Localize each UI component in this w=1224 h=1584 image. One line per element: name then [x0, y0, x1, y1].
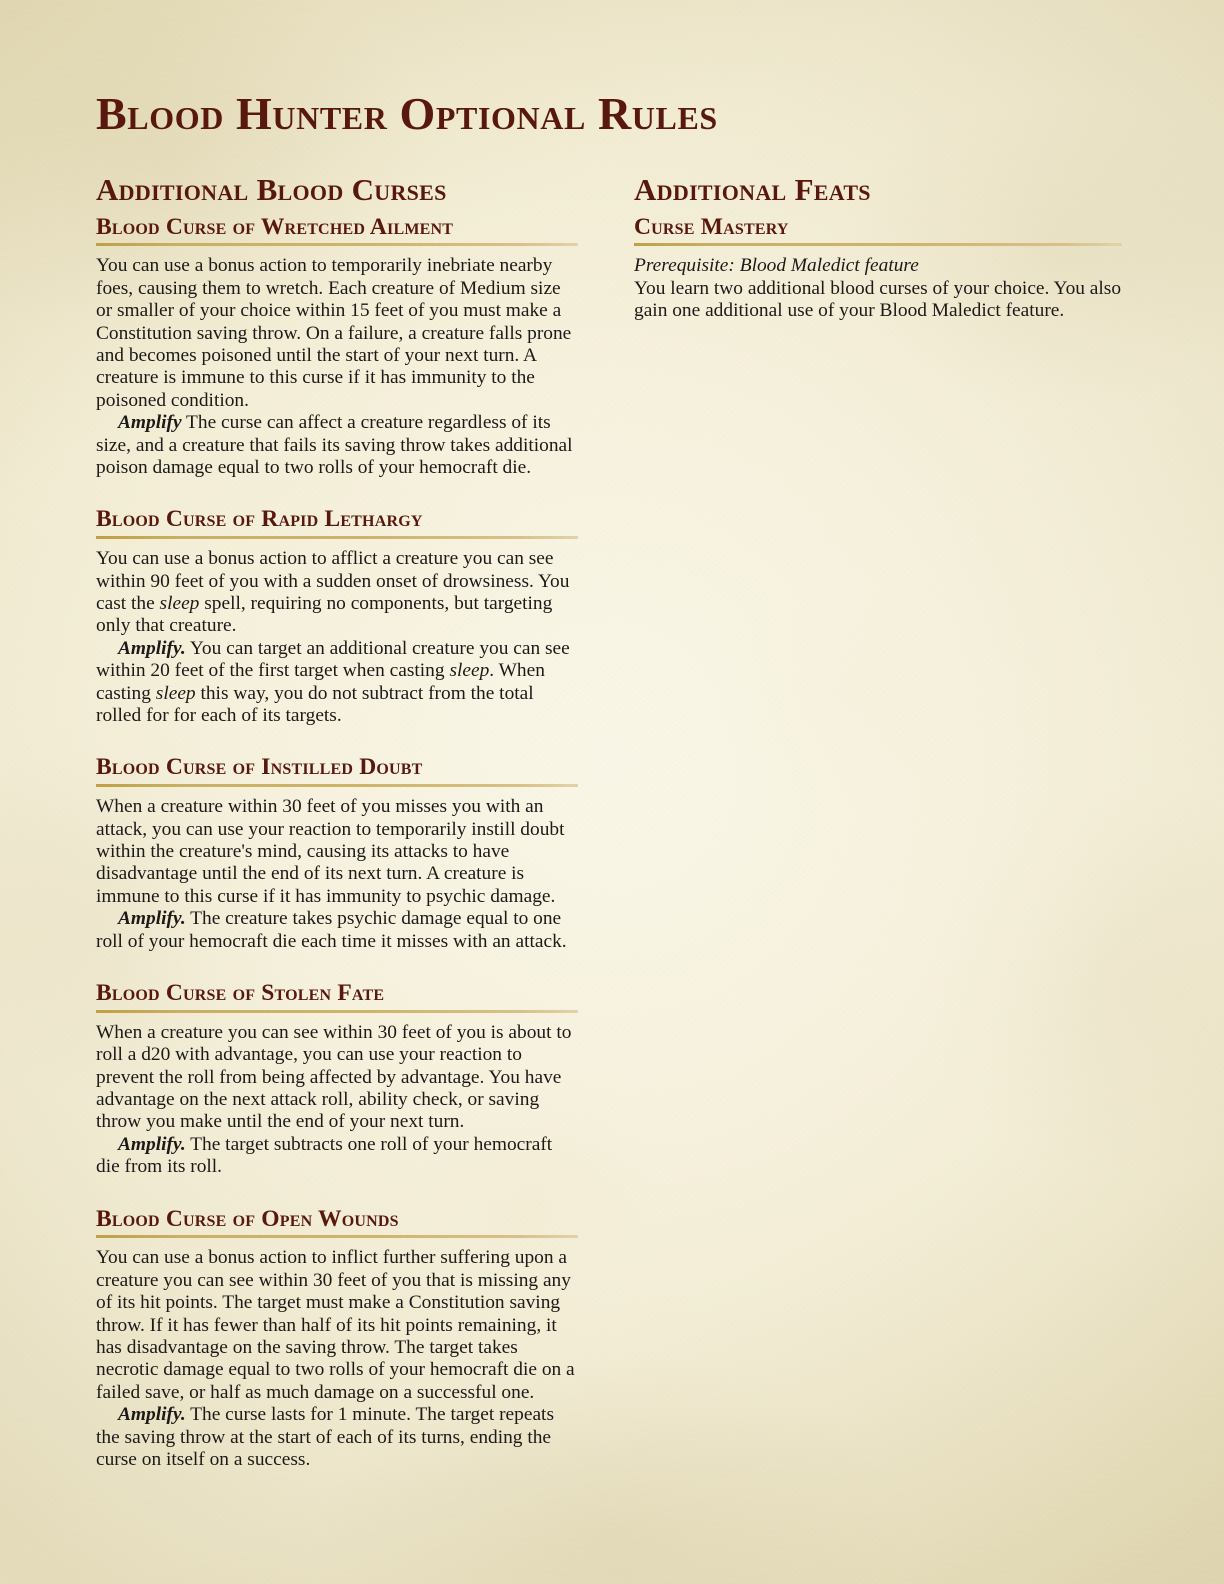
amplify-text: The target subtracts one roll of your hemocraft die from its roll. — [96, 1133, 553, 1178]
entry-amplify — [96, 412, 578, 479]
heading-rule — [96, 536, 578, 539]
heading-rule — [96, 1010, 578, 1013]
heading-rule — [96, 1235, 578, 1238]
entry-body: You can use a bonus action to temporarily inebriate nearby foes, causing them to wretch. Each creature of Medium size or smaller of your choice within 15 feet of you must make a Constitution saving throw. On a failure, a creature falls prone and becomes poisoned until the start of your next turn. A creature is immune to this curse if it has immunity to the poisoned condition. — [96, 255, 572, 411]
entry-instilled-doubt — [96, 753, 578, 953]
spell-name: sleep — [155, 682, 196, 704]
entry-rapid-lethargy — [96, 505, 578, 727]
heading-rule — [96, 243, 578, 246]
right-column — [634, 172, 1122, 323]
prerequisite-line: Prerequisite: Blood Maledict feature — [634, 255, 919, 277]
entry-title: Blood Curse of Rapid Lethargy — [96, 506, 423, 533]
entry-amplify — [96, 908, 578, 953]
section-heading-additional-blood-curses: Additional Blood Curses — [96, 172, 447, 207]
entry-open-wounds — [96, 1205, 578, 1472]
entry-amplify — [96, 638, 578, 728]
amplify-text: The curse lasts for 1 minute. The target repeats the saving throw at the start of each of its turns, ending the curse on itself on a success. — [96, 1404, 554, 1471]
entry-amplify — [96, 1404, 578, 1471]
amplify-text: The curse can affect a creature regardless of its size, and a creature that fails its saving throw takes additional poison damage equal to two rolls of your hemocraft die. — [96, 412, 573, 479]
amplify-text-part: You can target an additional creature you can see within 20 feet of the first target when casting — [96, 637, 570, 682]
entry-amplify — [96, 1134, 578, 1179]
amplify-label: Amplify. — [118, 908, 186, 930]
entry-body: You learn two additional blood curses of your choice. You also gain one additional use of your Blood Maledict feature. — [634, 277, 1122, 322]
entry-title: Curse Mastery — [634, 213, 789, 240]
entry-title: Blood Curse of Instilled Doubt — [96, 754, 423, 781]
entry-body: You can use a bonus action to inflict further suffering upon a creature you can see within 30 feet of you that is missing any of its hit points. The target must make a Constitution saving throw. If it has fewer than half of its hit points remaining, it has disadvantage on the saving throw. The target takes necrotic damage equal to two rolls of your hemocraft die on a failed save, or half as much damage on a successful one. — [96, 1247, 575, 1403]
entry-body — [96, 548, 578, 638]
body-text-part: You can use a bonus action to afflict a creature you can see within 90 feet of you with a sudden onset of drowsiness. You cast the — [96, 548, 570, 614]
entry-body: When a creature within 30 feet of you misses you with an attack, you can use your reaction to temporarily instill doubt within the creature's mind, causing its attacks to have disadvantage until the end of its next turn. A creature is immune to this curse if it has immunity to psychic damage. — [96, 796, 565, 907]
heading-rule — [96, 784, 578, 787]
amplify-text-part: this way, you do not subtract from the total rolled for for each of its targets. — [96, 682, 534, 727]
entry-title: Blood Curse of Open Wounds — [96, 1205, 399, 1232]
amplify-label: Amplify. — [118, 637, 186, 659]
page-title: Blood Hunter Optional Rules — [96, 87, 718, 139]
amplify-text: The creature takes psychic damage equal to one roll of your hemocraft die each time it misses with an attack. — [96, 908, 567, 952]
amplify-label: Amplify — [118, 412, 182, 434]
entry-curse-mastery — [634, 213, 1122, 323]
left-column — [96, 172, 578, 1472]
amplify-text-part: . When casting — [96, 660, 545, 704]
section-heading-additional-feats: Additional Feats — [634, 172, 871, 207]
spell-name: sleep — [449, 660, 490, 682]
spell-name: sleep — [159, 592, 200, 614]
entry-title: Blood Curse of Wretched Ailment — [96, 213, 454, 240]
entry-title: Blood Curse of Stolen Fate — [96, 980, 385, 1007]
amplify-label: Amplify. — [118, 1133, 186, 1155]
body-text-part: spell, requiring no components, but targeting only that creature. — [96, 592, 553, 637]
heading-rule — [634, 243, 1122, 246]
amplify-label: Amplify. — [118, 1404, 186, 1426]
entry-stolen-fate — [96, 979, 578, 1179]
entry-wretched-ailment — [96, 213, 578, 480]
entry-body: When a creature you can see within 30 feet of you is about to roll a d20 with advantage, you can use your reaction to prevent the roll from being affected by advantage. You have advantage on the next attack roll, ability check, or saving throw you make until the end of your next turn. — [96, 1021, 572, 1133]
